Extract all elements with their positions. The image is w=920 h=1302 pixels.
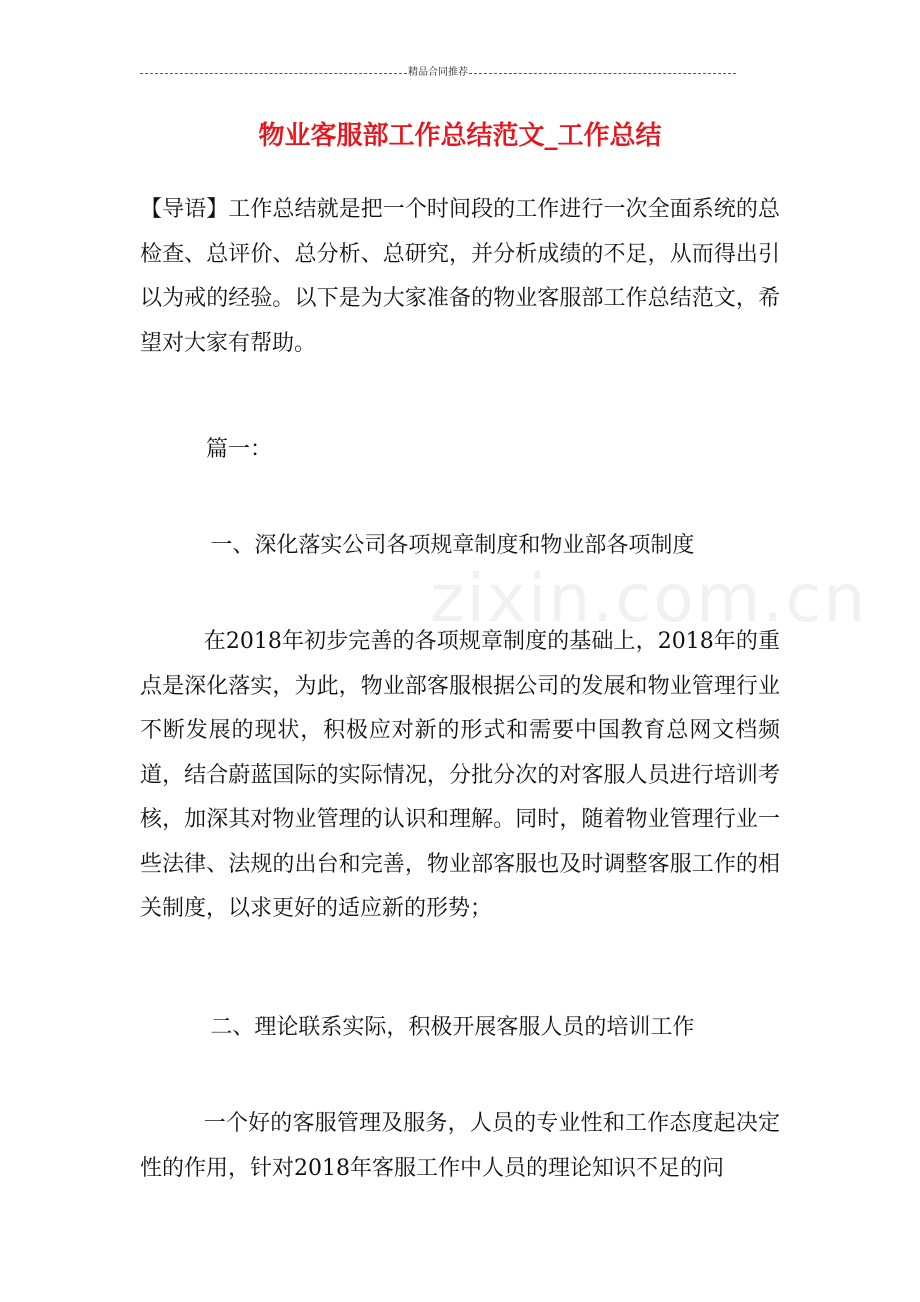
body-paragraph-1: 在2018年初步完善的各项规章制度的基础上，2018年的重点是深化落实，为此，物业部客服根据公司的发展和物业管理行业不断发展的现状，积极应对新的形式和需要中国教育总网文档频道，结合蔚蓝国际的实际情况，分批分次的对客服人员进行培训考核，加深其对物业管理的认识和理解。同时，随着物业管理行业一些法律、法规的出台和完善，物业部客服也及时调整客服工作的相关制度，以求更好的适应新的形势； — [140, 629, 780, 921]
document-title: 物业客服部工作总结范文_工作总结 — [258, 121, 662, 151]
intro-paragraph: 【导语】工作总结就是把一个时间段的工作进行一次全面系统的总检查、总评价、总分析、总研究，并分析成绩的不足，从而得出引以为戒的经验。以下是为大家准备的物业客服部工作总结范文，希望对大家有帮助。 — [140, 197, 780, 356]
section-label: 篇一： — [206, 437, 273, 462]
watermark: zixin.com.cn — [430, 560, 868, 637]
heading-2: 二、理论联系实际，积极开展客服人员的培训工作 — [210, 1015, 695, 1040]
body-paragraph-2: 一个好的客服管理及服务，人员的专业性和工作态度起决定性的作用，针对2018年客服工作中人员的理论知识不足的问 — [140, 1111, 780, 1181]
header-dash-left — [140, 73, 407, 74]
header-dash-right — [469, 73, 736, 74]
page-header — [140, 66, 736, 80]
heading-1: 一、深化落实公司各项规章制度和物业部各项制度 — [210, 533, 695, 558]
header-label: 精品合同推荐 — [408, 67, 468, 78]
